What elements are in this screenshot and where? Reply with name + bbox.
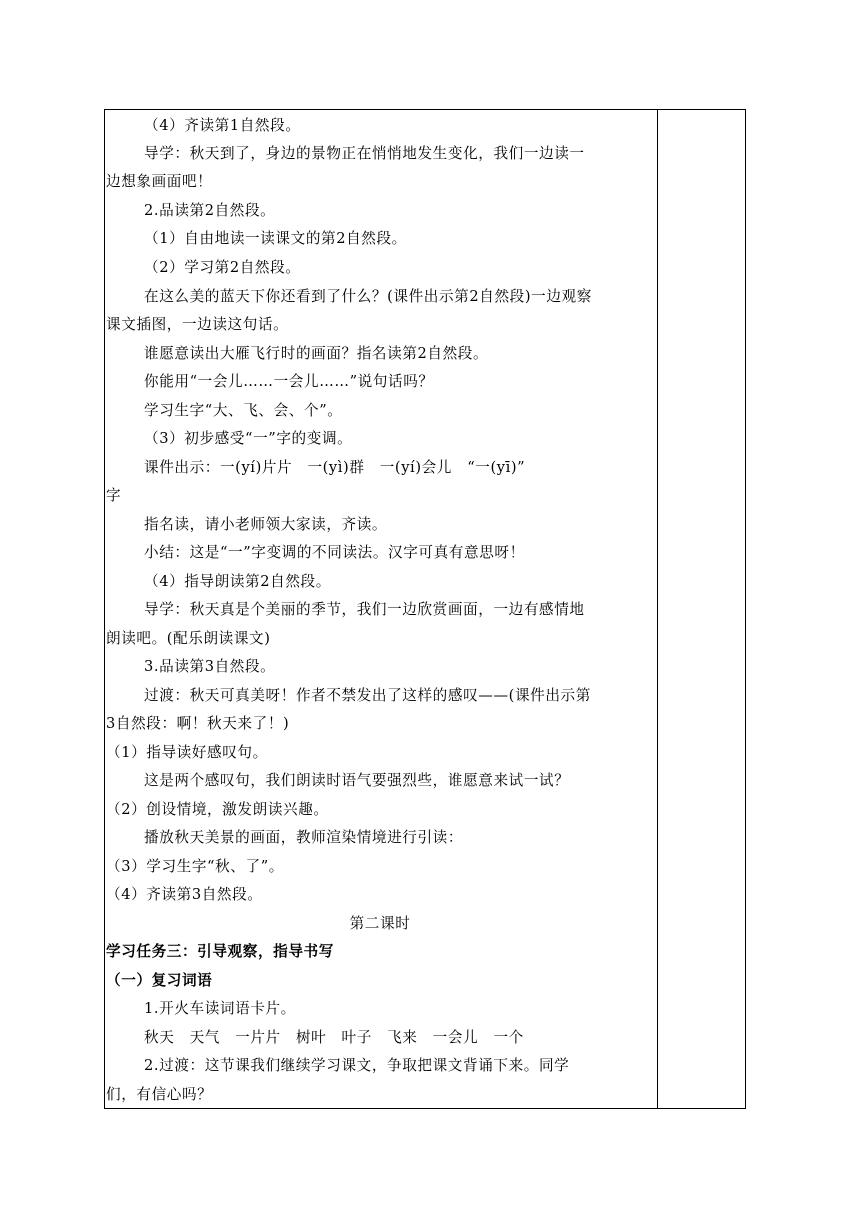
text-line: 在这么美的蓝天下你还看到了什么？(课件出示第2自然段)一边观察 — [144, 288, 592, 305]
text-line: 边想象画面吧！ — [106, 173, 213, 190]
text-line: 小结：这是“一”字变调的不同读法。汉字可真有意思呀！ — [144, 544, 525, 561]
text-line: 导学：秋天到了，身边的景物正在悄悄地发生变化，我们一边读一 — [144, 145, 585, 162]
text-line: 字 — [106, 487, 122, 504]
subheading: （一）复习词语 — [106, 972, 213, 989]
text-line: （1）自由地读一读课文的第2自然段。 — [144, 230, 407, 247]
text-line: 你能用“一会儿……一会儿……”说句话吗？ — [144, 373, 434, 390]
text-line: （2）创设情境，激发朗读兴趣。 — [106, 801, 329, 818]
text-line: 课件出示：一(yí)片片 一(yì)群 一(yí)会儿 “一(yī)” — [144, 459, 526, 476]
text-line: （1）指导读好感叹句。 — [106, 744, 268, 761]
text-line: 课文插图，一边读这句话。 — [106, 316, 289, 333]
text-line: 学习生字“大、飞、会、个”。 — [144, 402, 343, 419]
text-line: （3）学习生字“秋、了”。 — [106, 858, 284, 875]
text-line: 这是两个感叹句，我们朗读时语气要强烈些，谁愿意来试一试？ — [144, 772, 570, 789]
text-line: （4）指导朗读第2自然段。 — [144, 573, 331, 590]
text-line: 指名读，请小老师领大家读，齐读。 — [144, 516, 388, 533]
text-line: （3）初步感受“一”字的变调。 — [144, 430, 353, 447]
section-title: 第二课时 — [349, 915, 411, 932]
text-line: （4）齐读第3自然段。 — [106, 886, 263, 903]
task-heading: 学习任务三：引导观察，指导书写 — [106, 943, 334, 960]
word-list: 秋天 天气 一片片 树叶 叶子 飞来 一会儿 一个 — [144, 1029, 524, 1046]
text-line: （2）学习第2自然段。 — [144, 259, 301, 276]
text-line: 谁愿意读出大雁飞行时的画面？指名读第2自然段。 — [144, 345, 489, 362]
text-line: （4）齐读第1自然段。 — [144, 117, 301, 134]
text-line: 1.开火车读词语卡片。 — [144, 1000, 296, 1017]
text-line: 播放秋天美景的画面，教师渲染情境进行引读： — [144, 829, 464, 846]
text-line: 3自然段：啊！秋天来了！) — [106, 715, 290, 732]
text-line: 2.过渡：这节课我们继续学习课文，争取把课文背诵下来。同学 — [144, 1057, 570, 1074]
text-line: 朗读吧。(配乐朗读课文) — [106, 630, 271, 647]
text-line: 2.品读第2自然段。 — [144, 202, 276, 219]
text-line: 3.品读第3自然段。 — [144, 658, 276, 675]
text-line: 们，有信心吗？ — [106, 1086, 213, 1103]
text-line: 导学：秋天真是个美丽的季节，我们一边欣赏画面，一边有感情地 — [144, 601, 585, 618]
column-divider — [657, 109, 658, 1109]
text-line: 过渡：秋天可真美呀！作者不禁发出了这样的感叹——(课件出示第 — [144, 687, 591, 704]
